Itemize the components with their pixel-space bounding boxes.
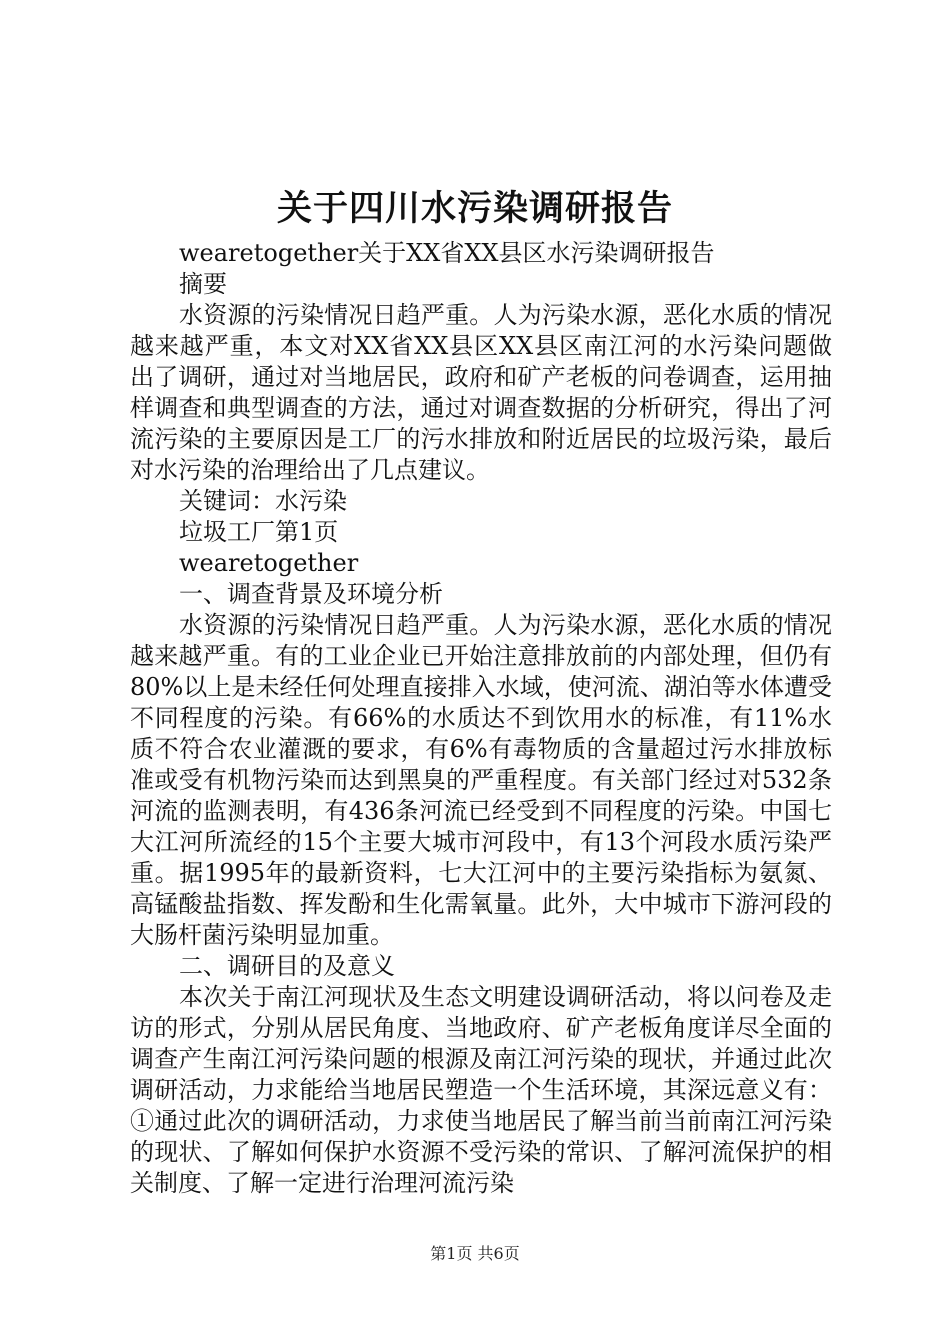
- abstract-heading: 摘要: [179, 270, 227, 298]
- keywords-line: 关键词：水污染: [179, 487, 347, 515]
- section1-paragraph: 水资源的污染情况日趋严重。人为污染水源，恶化水质的情况越来越严重。有的工业企业已开始注意排放前的内部处理，但仍有80%以上是未经任何处理直接排入水域，使河流、湖泊等水体遭受不同程度的污染。有66%的水质达不到饮用水的标准，有11%水质不符合农业灌溉的要求，有6%有毒物质的含量超过污水排放标准或受有机物污染而达到黑臭的严重程度。有关部门经过对532条河流的监测表明，有436条河流已经受到不同程度的污染。中国七大江河所流经的15个主要大城市河段中，有13个河段水质污染严重。据1995年的最新资料，七大江河中的主要污染指标为氨氮、高锰酸盐指数、挥发酚和生化需氧量。此外，大中城市下游河段的大肠杆菌污染明显加重。: [130, 611, 832, 949]
- document-body: [130, 238, 832, 1199]
- section1-heading: 一、调查背景及环境分析: [179, 580, 443, 608]
- keywords-continuation-line: 垃圾工厂第1页: [179, 518, 339, 546]
- document-title: 关于四川水污染调研报告: [276, 188, 673, 229]
- subtitle-line: wearetogether关于XX省XX县区水污染调研报告: [179, 239, 715, 267]
- section2-paragraph: 本次关于南江河现状及生态文明建设调研活动，将以问卷及走访的形式，分别从居民角度、当地政府、矿产老板角度详尽全面的调查产生南江河污染问题的根源及南江河污染的现状，并通过此次调研活动，力求能给当地居民塑造一个生活环境，其深远意义有：①通过此次的调研活动，力求使当地居民了解当前当前南江河污染的现状、了解如何保护水资源不受污染的常识、了解河流保护的相关制度、了解一定进行治理河流污染: [130, 983, 832, 1197]
- page-footer: 第1页 共6页: [430, 1244, 520, 1263]
- wearetogether-line: wearetogether: [179, 549, 359, 577]
- abstract-paragraph: 水资源的污染情况日趋严重。人为污染水源，恶化水质的情况越来越严重，本文对XX省XX县区XX县区南江河的水污染问题做出了调研，通过对当地居民，政府和矿产老板的问卷调查，运用抽样调查和典型调查的方法，通过对调查数据的分析研究，得出了河流污染的主要原因是工厂的污水排放和附近居民的垃圾污染，最后对水污染的治理给出了几点建议。: [130, 301, 832, 484]
- section2-heading: 二、调研目的及意义: [179, 952, 395, 980]
